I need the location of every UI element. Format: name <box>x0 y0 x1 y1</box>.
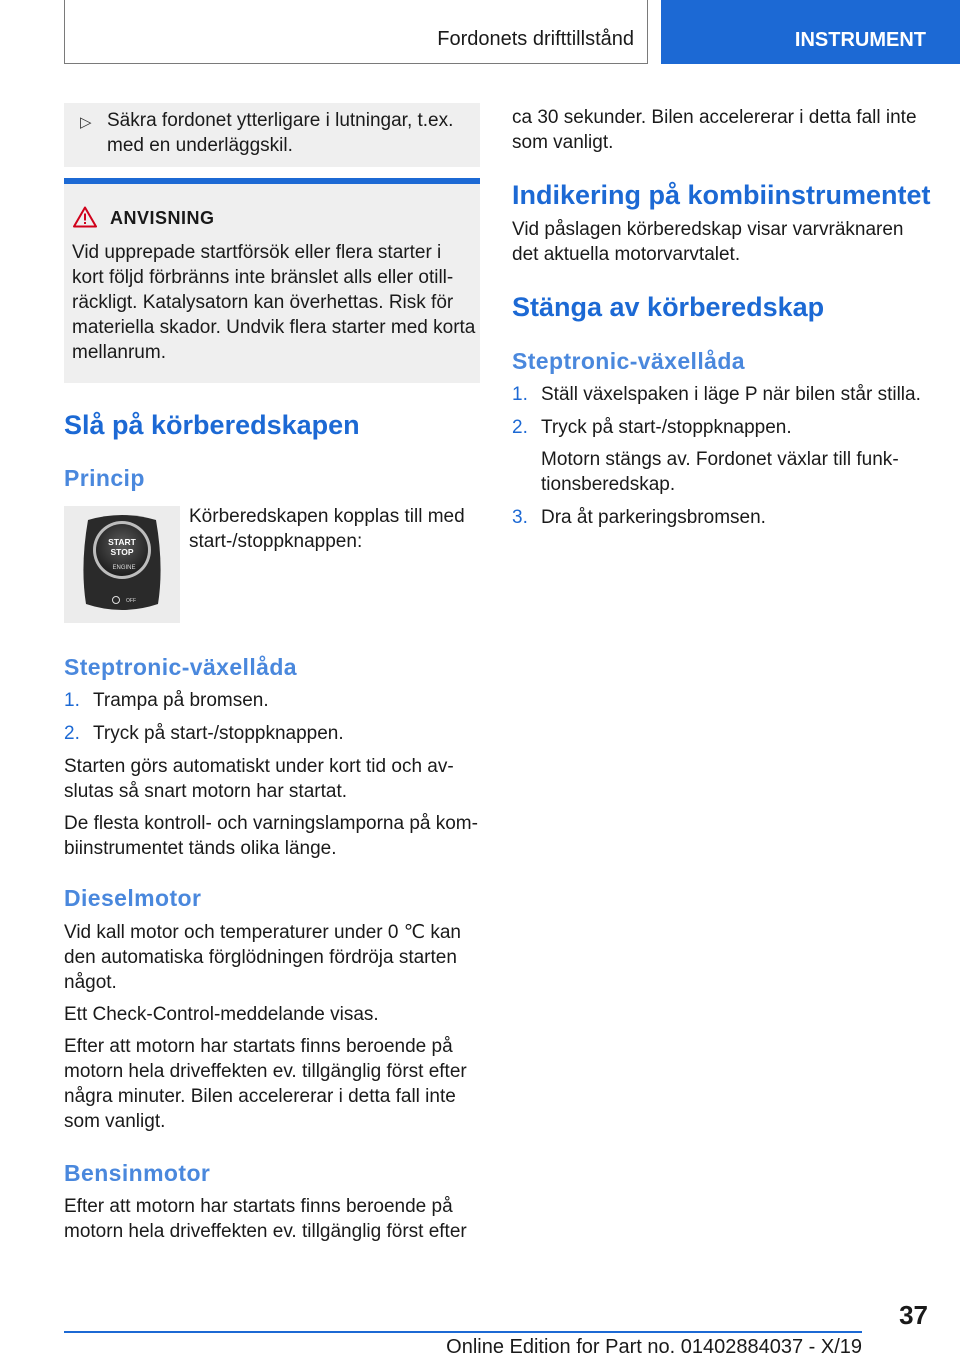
paragraph: Ett Check-Control-meddelande visas. <box>64 1004 379 1025</box>
list-number: 1. <box>512 384 528 405</box>
footer-edition: Online Edition for Part no. 01402884037 - X/19 <box>446 1336 862 1358</box>
list-item <box>64 721 344 746</box>
list-item <box>64 688 269 713</box>
paragraph: Vid kall motor och temperaturer under 0 ℃ kan den automatiska förglödningen fördröja starten något. <box>64 922 461 993</box>
triangle-bullet-icon: ▷ <box>80 114 92 131</box>
warning-title: ANVISNING <box>110 208 215 228</box>
paragraph: Vid påslagen körberedskap visar varvräknaren det aktuella motorvarvtalet. <box>512 219 904 265</box>
section-title-switch-on: Slå på körberedskapen <box>64 410 360 440</box>
page-number: 37 <box>899 1300 928 1330</box>
off-label: OFF <box>126 598 136 604</box>
list-item <box>512 505 766 530</box>
warning-box <box>64 178 480 383</box>
start-label: START <box>108 537 136 547</box>
list-number: 1. <box>64 690 80 711</box>
paragraph: De flesta kontroll- och varningslamporna på kombiinstrumentet tänds olika länge. <box>64 813 478 859</box>
list-number: 2. <box>64 723 80 744</box>
footer-divider <box>64 1331 862 1333</box>
section-tab[interactable] <box>661 0 960 64</box>
paragraph: Efter att motorn har startats finns beroende på motorn hela driveffekten ev. tillgänglig först efter <box>64 1196 467 1242</box>
list-text: Ställ växelspaken i läge P när bilen står stilla. <box>541 384 921 405</box>
steptronic-title-right: Steptronic-växellåda <box>512 348 745 374</box>
list-text: Dra åt parkeringsbromsen. <box>541 507 766 528</box>
list-item <box>512 415 792 440</box>
warning-triangle-icon <box>73 206 97 228</box>
principle-text: Körberedskapen kopplas till med start-/stoppknappen: <box>189 506 465 552</box>
warning-text: Vid upprepade startförsök eller flera starter i kort följd förbränns inte bränslet alls eller otillräckligt. Katalysatorn kan överhettas. Risk för materiella skador. Undvik flera starter med korta mellanrum. <box>72 242 476 363</box>
paragraph: Efter att motorn har startats finns beroende på motorn hela driveffekten ev. tillgänglig först efter några minuter. Bilen accelererar i detta fall inte som vanligt. <box>64 1036 467 1132</box>
start-stop-button-illustration <box>64 506 180 623</box>
principle-title: Princip <box>64 465 145 491</box>
list-text: Tryck på start-/stoppknappen. <box>93 723 344 744</box>
section-tab-label: INSTRUMENT <box>794 29 926 51</box>
list-text: Tryck på start-/stoppknappen. <box>541 417 792 438</box>
bullet-text: Säkra fordonet ytterligare i lutningar, t.ex. med en underläggskil. <box>107 110 454 156</box>
list-note: Motorn stängs av. Fordonet växlar till funktionsberedskap. <box>541 449 899 495</box>
start-stop-button-image <box>64 506 180 623</box>
indication-title: Indikering på kombiinstrumentet <box>512 180 931 210</box>
bullet-box <box>64 103 480 167</box>
list-number: 3. <box>512 507 528 528</box>
switch-off-title: Stänga av körberedskap <box>512 292 825 322</box>
engine-label: ENGINE <box>112 565 136 571</box>
paragraph: Starten görs automatiskt under kort tid och avslutas så snart motorn har startat. <box>64 756 454 802</box>
list-item <box>512 382 921 407</box>
diesel-title: Dieselmotor <box>64 885 202 911</box>
paragraph: ca 30 sekunder. Bilen accelererar i detta fall inte som vanligt. <box>512 107 917 153</box>
stop-label: STOP <box>110 547 134 557</box>
steptronic-title-left: Steptronic-växellåda <box>64 654 297 680</box>
petrol-title: Bensinmotor <box>64 1160 211 1186</box>
list-text: Trampa på bromsen. <box>93 690 269 711</box>
list-number: 2. <box>512 417 528 438</box>
chapter-title: Fordonets drifttillstånd <box>437 28 634 50</box>
